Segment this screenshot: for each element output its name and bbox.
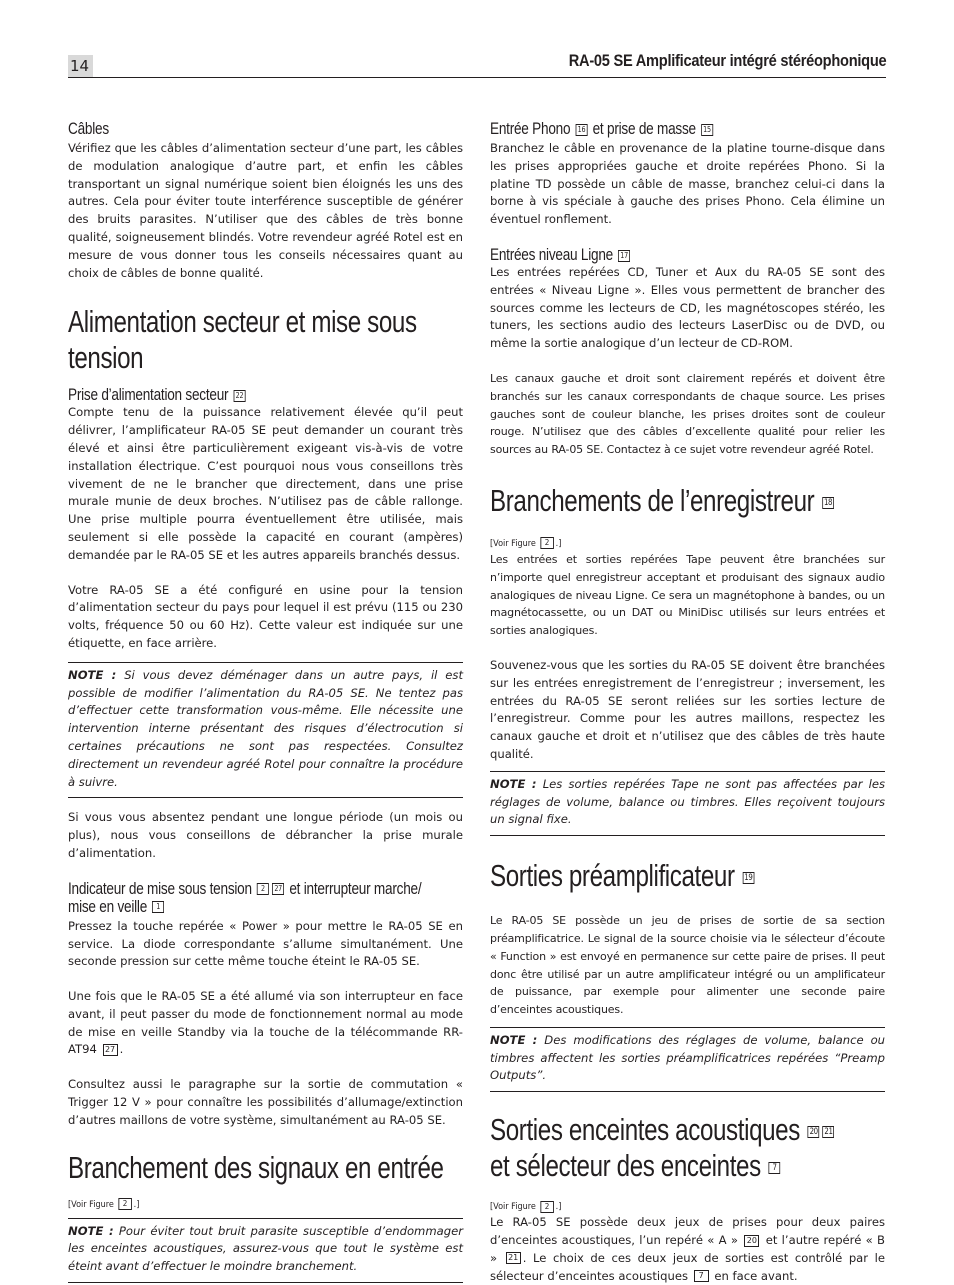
note-label: NOTE : bbox=[68, 667, 117, 682]
figure-ref-7: 7 bbox=[769, 1162, 781, 1174]
document-title: RA-05 SE Amplificateur intégré stéréophonique bbox=[568, 51, 886, 70]
note-label: NOTE : bbox=[68, 1223, 114, 1238]
right-column bbox=[490, 120, 885, 1285]
note-power bbox=[68, 662, 463, 799]
left-column bbox=[68, 120, 463, 1283]
note-text: Des modifications des réglages de volume, balance ou timbres affectent les sorties préamplificatrices repérées “Preamp Outputs”. bbox=[490, 1032, 886, 1083]
prise-text-1: Compte tenu de la puissance relativement élevée qu’il peut délivrer, l’amplificateur RA-05 SE peut demander un courant très élevé et ainsi être particulièrement exigeant vis-à-vis de votre installation électrique. C’est pourquoi nous vous conseillons très vivement de ne le brancher que directement, dans une prise murale munie de deux broches. N’utilisez pas de câble rallonge. Une prise multiple pourra éventuellement être utilisée, mais seulement si elle possède la capacité en courant (ampères) demandée par le RA-05 SE et les autres appareils branchés dessus. bbox=[68, 405, 463, 562]
figure-ref-27: 27 bbox=[272, 883, 284, 895]
note-signal bbox=[68, 1218, 463, 1283]
page-number: 14 bbox=[68, 55, 93, 77]
indicator-text-1: Pressez la touche repérée « Power » pour mettre le RA-05 SE en service. La diode correspondante s’allume simultanément. Une seconde pression sur cette même touche éteint le RA-05 SE. bbox=[68, 918, 463, 969]
figure-reference: [Voir Figure 2 .] bbox=[490, 1201, 562, 1213]
figure-ref-17: 17 bbox=[618, 250, 630, 262]
section-preamp-title: Sorties préamplificateur 19 bbox=[490, 858, 753, 894]
section-cables-text: Vérifiez que les câbles d’alimentation secteur d’une part, les câbles de modulation analogique d’autre part, et enfin les câbles transportant un signal numérique soient bien éloignés les uns des autres. Cela pour éviter toute interférence susceptible de générer des bruits parasites. N’utiliser que des câbles de très bonne qualité, soigneusement blindés. Votre revendeur agréé Rotel est en mesure de vous donner tous les conseils nécessaires quant au choix de câbles de bonne qualité. bbox=[68, 141, 463, 280]
figure-ref-21: 21 bbox=[506, 1252, 521, 1264]
indicator-title: Indicateur de mise sous tension 2 27 et interrupteur marche/ mise en veille 1 bbox=[68, 878, 422, 916]
figure-ref-27: 27 bbox=[103, 1044, 118, 1056]
line-level-title: Entrées niveau Ligne 17 bbox=[490, 246, 885, 264]
indicator-text-3: Consultez aussi le paragraphe sur la sortie de commutation « Trigger 12 V » pour connaître les possibilités d’allumage/extinction d’autres maillons de votre système, simultanément au RA-05 SE. bbox=[68, 1077, 463, 1127]
figure-ref-19: 19 bbox=[744, 872, 753, 883]
indicator-text-2: Une fois que le RA-05 SE a été allumé via son interrupteur en face avant, il peut passer du mode de fonctionnement normal au mode de mise en veille Standby via la touche de la télécommande RR-AT94 27 . bbox=[68, 989, 463, 1057]
figure-reference: [Voir Figure 2 .] bbox=[68, 1199, 140, 1210]
section-cables-title: Câbles bbox=[68, 119, 109, 138]
header-rule bbox=[68, 77, 886, 78]
prise-title: Prise d’alimentation secteur 22 bbox=[68, 386, 463, 404]
note-preamp bbox=[490, 1027, 885, 1092]
figure-ref-2: 2 bbox=[540, 537, 554, 549]
figure-ref-16: 16 bbox=[575, 124, 587, 136]
phono-text: Branchez le câble en provenance de la platine tourne-disque dans les prises appropriées gauche et droite repérées Phono. Si la platine TD possède un câble de masse, branchez celui-ci dans la borne à vis spéciale à gauche des prises Phono. Cela élimine un éventuel ronflement. bbox=[490, 141, 885, 227]
figure-ref-2: 2 bbox=[118, 1198, 132, 1210]
section-power-title: Alimentation secteur et mise sous tension bbox=[68, 304, 417, 376]
figure-ref-22: 22 bbox=[234, 390, 246, 402]
line-level-text-1: Les entrées repérées CD, Tuner et Aux du RA-05 SE sont des entrées « Niveau Ligne ». Elles vous permettent de brancher des sources comme les lecteurs de CD, les magnétoscopes stéréo, les tuners, les sections audio des lecteurs LaserDisc ou de DVD, ou même la sortie analogique d’un lecteur de CD-ROM. bbox=[490, 264, 885, 351]
note-text: Les sorties repérées Tape ne sont pas affectées par les réglages de volume, balance ou timbres. Elles reçoivent toujours un signal fixe. bbox=[490, 776, 886, 827]
section-speakers-title: Sorties enceintes acoustiques 20 21 et sélecteur des enceintes 7 bbox=[490, 1112, 833, 1184]
figure-ref-2: 2 bbox=[257, 883, 269, 895]
figure-ref-15: 15 bbox=[701, 124, 713, 136]
figure-ref-2: 2 bbox=[540, 1201, 554, 1213]
prise-text-2: Votre RA-05 SE a été configuré en usine pour la tension d’alimentation secteur du pays pour lequel il est prévu (115 ou 230 volts, fréquence 50 ou 60 Hz). Cette valeur est indiquée sur une étiquette, en face arrière. bbox=[68, 582, 463, 650]
figure-ref-21: 21 bbox=[824, 1127, 833, 1138]
figure-ref-20: 20 bbox=[744, 1235, 759, 1247]
phono-title: Entrée Phono 16 et prise de masse 15 bbox=[490, 120, 885, 138]
preamp-text: Le RA-05 SE possède un jeu de prises de sortie de sa section préamplificatrice. Le signal de la source choisie via le sélecteur d’écoute « Function » est envoyé en permanence sur cette paire de prises. Il peut donc être utilisé par un autre amplificateur intégré ou un amplificateur de puissance, par exemple pour alimenter une seconde paire d’enceintes acoustiques. bbox=[490, 914, 885, 1017]
note-label: NOTE : bbox=[490, 776, 537, 791]
note-text: Pour éviter tout bruit parasite susceptible d’endommager les enceintes acoustiques, assurez-vous que tout le système est éteint avant d’effectuer le moindre branchement. bbox=[68, 1223, 463, 1274]
figure-ref-7: 7 bbox=[694, 1270, 709, 1282]
line-level-text-2: Les canaux gauche et droit sont clairement repérés et doivent être branchés sur les canaux correspondants de chaque source. Les prises gauches sont de couleur blanche, les prises droites sont de couleur rouge. N’utilisez que des câbles d’excellente qualité pour relier les sources au RA-05 SE. Contactez à ce sujet votre revendeur agréé Rotel. bbox=[490, 371, 885, 457]
figure-ref-18: 18 bbox=[823, 497, 833, 508]
note-text: Si vous devez déménager dans un autre pays, il est possible de modifier l’alimentation du RA-05 SE. Ne tentez pas d’effectuer cette transformation vous-même. Elle nécessite une intervention interne présentant des risques d’électrocution si certaines précautions ne sont pas respectées. Consultez directement un revendeur agréé Rotel pour connaître la procédure à suivre. bbox=[68, 667, 464, 789]
section-signal-title: Branchement des signaux en entrée bbox=[68, 1149, 444, 1185]
figure-ref-20: 20 bbox=[809, 1127, 818, 1138]
absence-text: Si vous vous absentez pendant une longue période (un mois ou plus), nous vous conseillons de débrancher la prise murale d’alimentation. bbox=[68, 810, 463, 860]
note-recorder bbox=[490, 771, 885, 836]
section-recorder-title: Branchements de l’enregistreur 18 bbox=[490, 482, 833, 518]
figure-ref-1: 1 bbox=[152, 901, 164, 913]
recorder-text-2: Souvenez-vous que les sorties du RA-05 SE doivent être branchées sur les entrées enregistrement de l’enregistreur ; inversement, les entrées du RA-05 SE seront reliées sur les sorties lecture de l’enregistreur. Comme pour les autres maillons, respectez les canaux gauche et droit et n’utilisez que des câbles de très haute qualité. bbox=[490, 657, 885, 761]
speakers-text: Le RA-05 SE possède deux jeux de prises pour deux paires d’enceintes acoustiques, l’un repéré « A » 20 et l’autre repéré « B » 21 . Le choix de ces deux jeux de sorties est contrôlé par le sélecteur d’enceintes acoustiques 7 en face avant. bbox=[490, 1215, 886, 1283]
recorder-text-1: Les entrées et sorties repérées Tape peuvent être branchées sur n’importe quel enregistreur acceptant et produisant des signaux audio analogiques de niveau Ligne. Ce sera un magnétophone à bandes, ou un magnétocassette, ou un DAT ou MiniDisc utilisés sur leurs entrées et sorties analogiques. bbox=[490, 552, 885, 638]
figure-reference: [Voir Figure 2 .] bbox=[490, 538, 562, 549]
note-label: NOTE : bbox=[490, 1032, 538, 1047]
